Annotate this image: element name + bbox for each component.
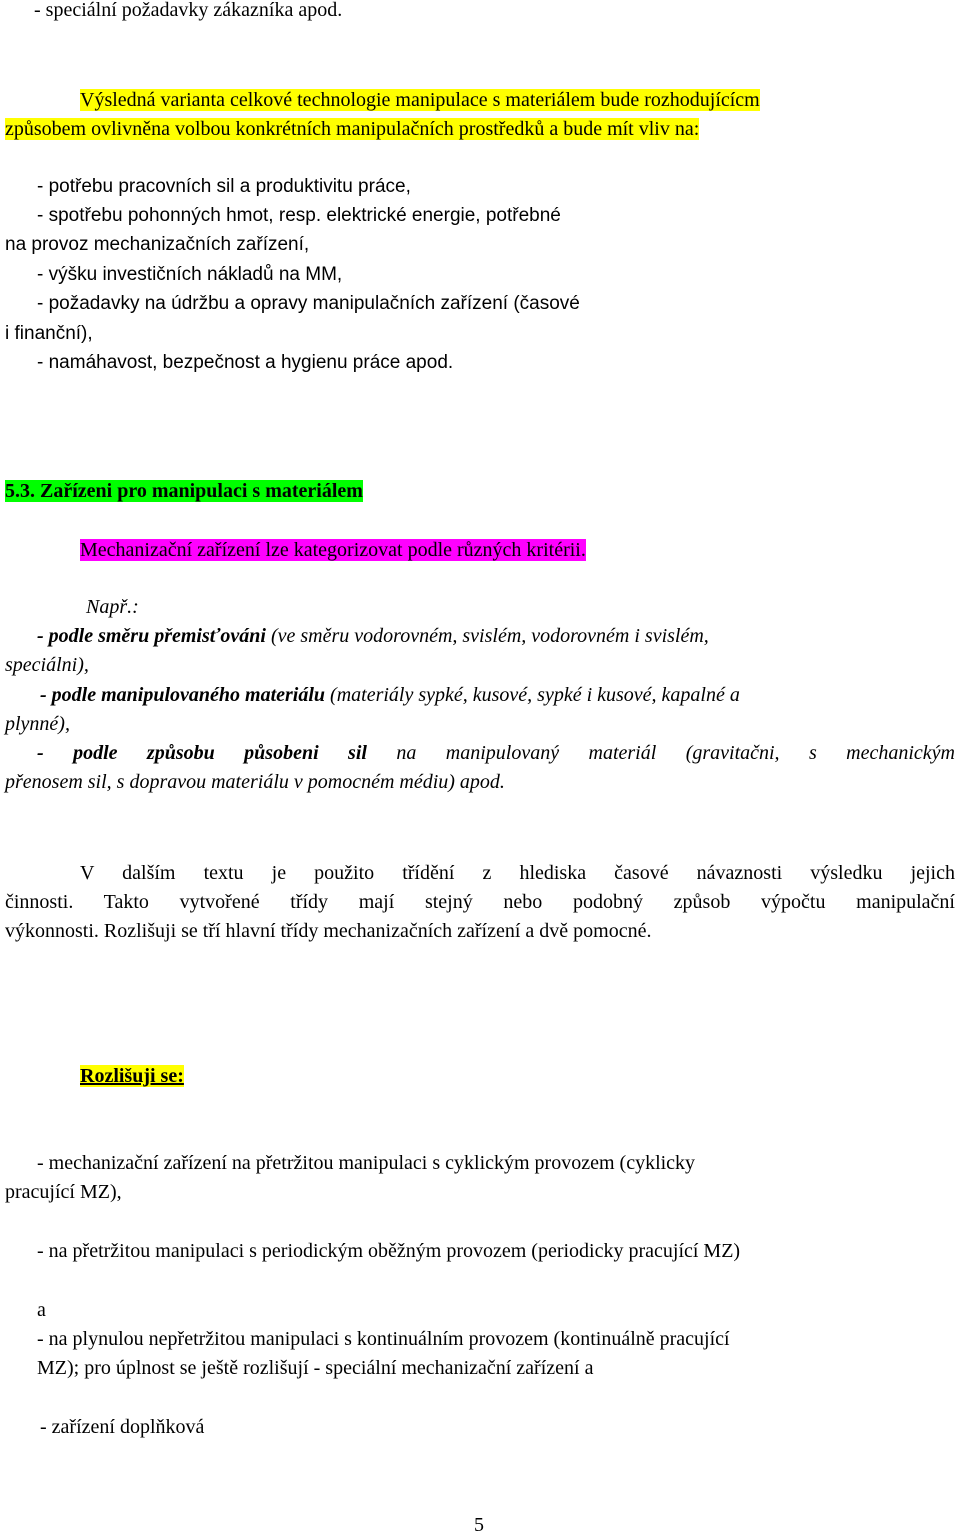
- criteria-item-3-line-1: - podle způsobu působeni sil na manipulovaný materiál (gravitačni, s mechanickým: [37, 742, 956, 764]
- paragraph-line-1: V dalším textu je použito třídění z hlediska časové návaznosti výsledku jejich: [80, 862, 955, 884]
- distinguish-conjunction: a: [37, 1299, 46, 1321]
- impact-item: na provoz mechanizačních zařízení,: [5, 234, 310, 255]
- section-intro: Mechanizační zařízení lze kategorizovat podle různých kritérii.: [80, 539, 586, 561]
- impact-item: - potřebu pracovních sil a produktivitu práce,: [37, 176, 411, 197]
- distinguish-item-4: - zařízení doplňková: [40, 1416, 205, 1438]
- impact-item: - namáhavost, bezpečnost a hygienu práce apod.: [37, 352, 454, 373]
- section-heading: 5.3. Zařízeni pro manipulaci s materiálem: [5, 480, 363, 502]
- distinguish-item-3-line-1: - na plynulou nepřetržitou manipulaci s kontinuálním provozem (kontinuálně pracující: [37, 1328, 730, 1350]
- impact-item: - výšku investičních nákladů na MM,: [37, 264, 343, 285]
- impact-item: - požadavky na údržbu a opravy manipulačních zařízení (časové: [37, 293, 580, 314]
- intro-line: - speciální požadavky zákazníka apod.: [34, 0, 343, 21]
- distinguish-heading: Rozlišuji se:: [80, 1065, 184, 1087]
- example-label: Např.:: [86, 596, 139, 618]
- highlight-paragraph-line-1: Výsledná varianta celkové technologie manipulace s materiálem bude rozhodujícícm: [80, 89, 760, 111]
- criteria-item-1-line-2: speciálni),: [5, 654, 89, 676]
- highlight-paragraph-line-2: způsobem ovlivněna volbou konkrétních manipulačních prostředků a bude mít vliv na:: [5, 118, 700, 140]
- criteria-item-2-line-1: - podle manipulovaného materiálu (materiály sypké, kusové, sypké i kusové, kapalné a: [40, 684, 740, 706]
- impact-item: - spotřebu pohonných hmot, resp. elektrické energie, potřebné: [37, 205, 561, 226]
- distinguish-item-1-line-2: pracující MZ),: [5, 1181, 122, 1203]
- page-number: 5: [474, 1514, 484, 1536]
- distinguish-item-1-line-1: - mechanizační zařízení na přetržitou manipulaci s cyklickým provozem (cyklicky: [37, 1152, 696, 1174]
- criteria-item-2-line-2: plynné),: [5, 713, 70, 735]
- criteria-item-3-line-2: přenosem sil, s dopravou materiálu v pomocném médiu) apod.: [5, 771, 505, 793]
- paragraph-line-3: výkonnosti. Rozlišuji se tří hlavní třídy mechanizačních zařízení a dvě pomocné.: [5, 920, 652, 942]
- distinguish-item-3-line-2: MZ); pro úplnost se ještě rozlišují - speciální mechanizační zařízení a: [37, 1357, 594, 1379]
- impact-item: i finanční),: [5, 323, 93, 344]
- distinguish-item-2: - na přetržitou manipulaci s periodickým oběžným provozem (periodicky pracující MZ): [37, 1240, 741, 1262]
- criteria-item-1-line-1: - podle směru přemisťováni (ve směru vodorovném, svislém, vodorovném i svislém,: [37, 625, 709, 647]
- paragraph-line-2: činnosti. Takto vytvořené třídy mají stejný nebo podobný způsob výpočtu manipulační: [5, 891, 955, 913]
